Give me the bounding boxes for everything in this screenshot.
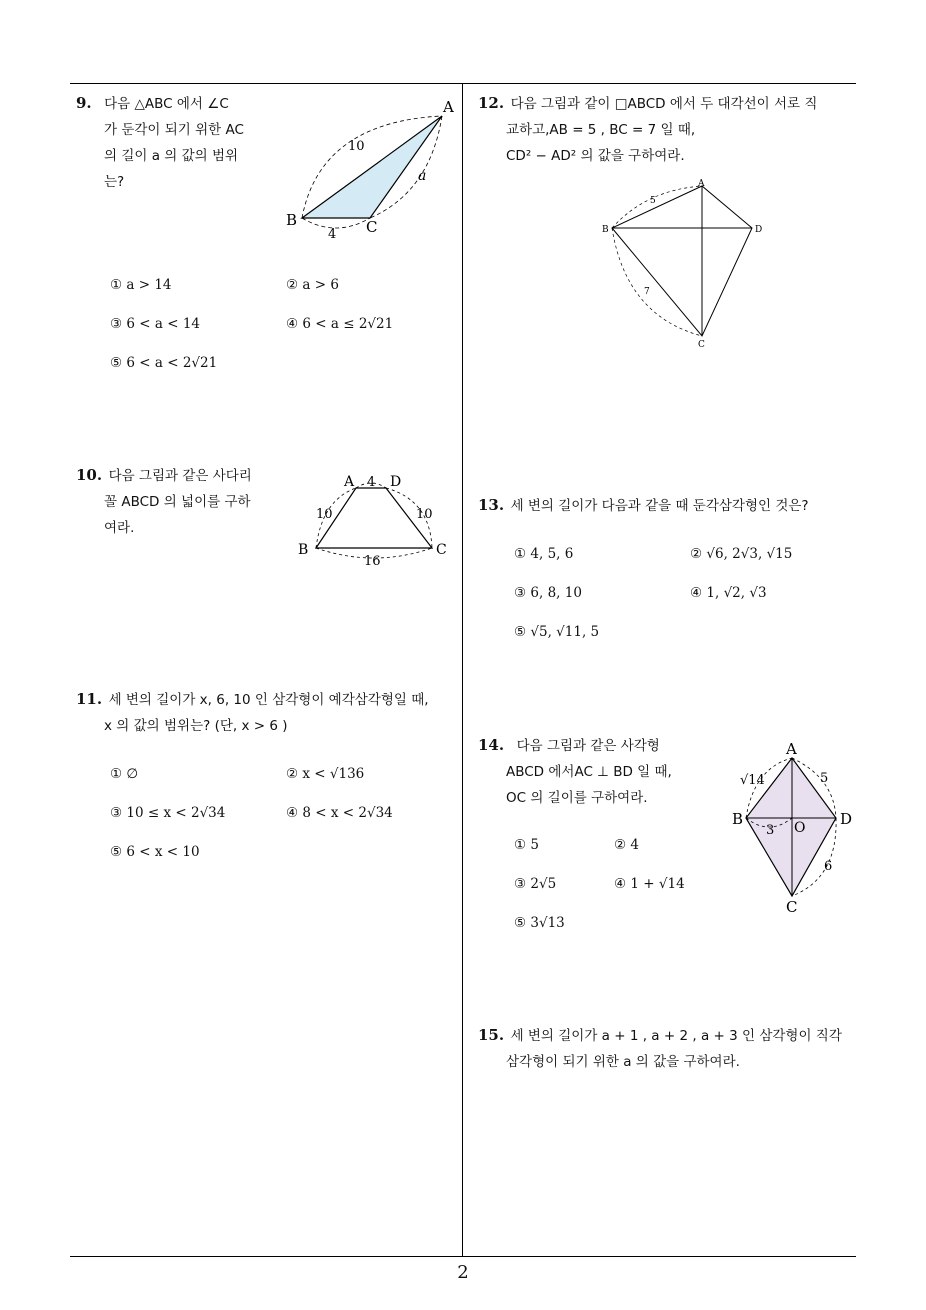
question-line: OC 의 길이를 구하여라. [506, 790, 648, 806]
option-3[interactable]: ③ 6 < a < 14 [110, 316, 200, 332]
side-label-ab: √14 [740, 773, 765, 788]
option-2[interactable]: ② √6, 2√3, √15 [690, 546, 793, 562]
question-number: 12. [478, 94, 505, 112]
side-label-ab: 10 [316, 507, 333, 522]
option-1[interactable]: ① a > 14 [110, 277, 172, 293]
question-number: 10. [76, 466, 103, 484]
question-10 [76, 462, 296, 541]
question-line: 다음 그림과 같은 사각형 [516, 738, 660, 754]
vertex-label-a: A [443, 98, 454, 116]
question-line: 는? [104, 174, 125, 190]
option-2[interactable]: ② 4 [614, 837, 639, 853]
top-rule [70, 83, 856, 84]
option-3[interactable]: ③ 10 ≤ x < 2√34 [110, 805, 226, 821]
side-label-ad: 5 [820, 771, 829, 786]
page-number: 2 [457, 1262, 469, 1283]
vertex-label-b: B [732, 810, 744, 828]
question-number: 11. [76, 690, 103, 708]
option-1[interactable]: ① ∅ [110, 766, 139, 782]
option-3[interactable]: ③ 2√5 [514, 876, 557, 892]
trapezoid-abcd-figure [294, 470, 454, 570]
vertex-label-c: C [786, 898, 798, 916]
question-line: 의 길이 a 의 값의 범위 [104, 148, 239, 164]
side-label-ab: 5 [650, 196, 656, 206]
option-3[interactable]: ③ 6, 8, 10 [514, 585, 582, 601]
question-line: 다음 △ABC 에서 ∠C [104, 96, 229, 112]
quadrilateral-abcd-figure [596, 176, 772, 352]
side-label-ac: a [418, 168, 427, 184]
bottom-rule [70, 1256, 856, 1257]
question-line: CD² − AD² 의 값을 구하여라. [506, 148, 685, 164]
question-12 [478, 90, 858, 169]
vertex-label-c: C [366, 218, 378, 236]
vertex-label-d: D [840, 810, 853, 828]
side-label-bo: 3 [766, 823, 775, 838]
vertex-label-d: D [755, 225, 763, 235]
option-4[interactable]: ④ 1 + √14 [614, 876, 685, 892]
question-line: 교하고,AB = 5 , BC = 7 일 때, [506, 122, 696, 138]
side-label-bc: 4 [328, 227, 337, 242]
question-line: 세 변의 길이가 다음과 같을 때 둔각삼각형인 것은? [510, 498, 809, 514]
option-5[interactable]: ⑤ 6 < x < 10 [110, 844, 200, 860]
question-line: 세 변의 길이가 x, 6, 10 인 삼각형이 예각삼각형일 때, [108, 692, 429, 708]
question-number: 15. [478, 1026, 505, 1044]
vertex-label-b: B [286, 211, 298, 229]
option-2[interactable]: ② a > 6 [286, 277, 339, 293]
vertex-label-a: A [698, 179, 705, 189]
side-label-ad: 4 [367, 475, 376, 490]
side-label-ab: 10 [348, 139, 365, 154]
vertex-label-o: O [794, 820, 806, 836]
question-number: 9. [76, 94, 92, 112]
question-line: 삼각형이 되기 위한 a 의 값을 구하여라. [506, 1054, 740, 1070]
question-line: ABCD 에서AC ⊥ BD 일 때, [506, 764, 672, 780]
question-line: 가 둔각이 되기 위한 AC [104, 122, 244, 138]
option-5[interactable]: ⑤ 6 < a < 2√21 [110, 355, 218, 371]
option-4[interactable]: ④ 1, √2, √3 [690, 585, 767, 601]
vertex-label-c: C [698, 340, 705, 350]
question-14 [478, 732, 718, 811]
option-5[interactable]: ⑤ √5, √11, 5 [514, 624, 600, 640]
question-line: 다음 그림과 같은 사다리 [108, 468, 252, 484]
side-label-dc: 10 [416, 507, 433, 522]
option-5[interactable]: ⑤ 3√13 [514, 915, 565, 931]
side-label-bc: 16 [364, 554, 381, 569]
vertex-label-a: A [786, 740, 797, 758]
option-4[interactable]: ④ 8 < x < 2√34 [286, 805, 393, 821]
kite-abcd-figure [728, 738, 856, 918]
vertex-label-b: B [602, 225, 609, 235]
question-line: x 의 값의 범위는? (단, x > 6 ) [104, 718, 288, 734]
column-divider [462, 83, 463, 1257]
option-1[interactable]: ① 5 [514, 837, 539, 853]
side-label-dc: 6 [824, 859, 833, 874]
question-line: 꼴 ABCD 의 넓이를 구하 [104, 494, 251, 510]
question-line: 다음 그림과 같이 □ABCD 에서 두 대각선이 서로 직 [510, 96, 818, 112]
question-9 [76, 90, 276, 195]
question-11 [76, 686, 456, 739]
question-number: 14. [478, 736, 505, 754]
option-4[interactable]: ④ 6 < a ≤ 2√21 [286, 316, 394, 332]
vertex-label-d: D [390, 474, 402, 490]
triangle-abc-figure [280, 92, 460, 242]
question-line: 세 변의 길이가 a + 1 , a + 2 , a + 3 인 삼각형이 직각 [510, 1028, 842, 1044]
vertex-label-c: C [436, 542, 447, 558]
vertex-label-a: A [344, 474, 355, 490]
question-13 [478, 492, 858, 519]
option-2[interactable]: ② x < √136 [286, 766, 365, 782]
question-15 [478, 1022, 858, 1075]
question-number: 13. [478, 496, 505, 514]
question-line: 여라. [104, 520, 135, 536]
side-label-bc: 7 [644, 287, 650, 297]
vertex-label-b: B [298, 542, 309, 558]
option-1[interactable]: ① 4, 5, 6 [514, 546, 574, 562]
